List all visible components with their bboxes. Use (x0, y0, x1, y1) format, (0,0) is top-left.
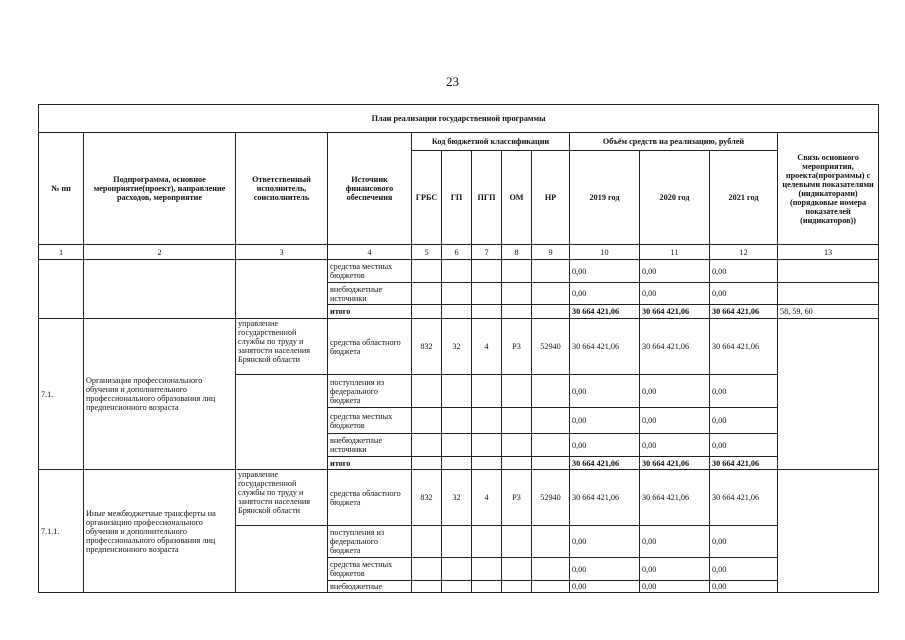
executor-cell-empty (236, 526, 328, 593)
column-number: 2 (84, 245, 236, 260)
source-cell: внебюджетные источники (328, 434, 412, 457)
link-cell: 58, 59, 60 (778, 305, 879, 319)
item-number: 7.1.1. (39, 470, 84, 593)
value-2020: 30 664 421,06 (640, 470, 710, 526)
header-budget-code: Код бюджетной классификации (412, 133, 570, 151)
table-row (39, 470, 879, 526)
header-link: Связь основного мероприятия, проекта(программы) с целевыми показателями (индикаторами) (порядковые номера показателей (индикаторов)) (778, 133, 879, 245)
header-grbs: ГРБС (412, 151, 442, 245)
executor-cell: управление государственной службы по труду и занятости населения Брянской области (236, 319, 328, 375)
column-number: 7 (472, 245, 502, 260)
source-cell: средства областного бюджета (328, 319, 412, 375)
cont-executor-cell (236, 260, 328, 319)
gp-cell: 32 (442, 470, 472, 526)
value-2021: 0,00 (710, 526, 778, 558)
source-cell: средства местных бюджетов (328, 408, 412, 434)
nr-cell: 52940 (532, 319, 570, 375)
table-row (39, 319, 879, 375)
link-cell (778, 260, 879, 283)
value-2020: 0,00 (640, 408, 710, 434)
column-number: 3 (236, 245, 328, 260)
header-2019: 2019 год (570, 151, 640, 245)
value-2019: 0,00 (570, 283, 640, 305)
value-2021: 0,00 (710, 375, 778, 408)
header-subprogram: Подпрограмма, основное мероприятие(проект), направление расходов, мероприятие (84, 133, 236, 245)
source-cell: поступления из федерального бюджета (328, 375, 412, 408)
value-2020: 30 664 421,06 (640, 319, 710, 375)
header-om: ОМ (502, 151, 532, 245)
value-2020: 30 664 421,06 (640, 305, 710, 319)
header-pgp: ПГП (472, 151, 502, 245)
header-no: № пп (39, 133, 84, 245)
column-number: 5 (412, 245, 442, 260)
value-2019: 0,00 (570, 526, 640, 558)
source-cell: средства областного бюджета (328, 470, 412, 526)
link-cell (778, 283, 879, 305)
cont-name-cell (84, 260, 236, 319)
column-number: 6 (442, 245, 472, 260)
value-2021: 30 664 421,06 (710, 319, 778, 375)
cont-no-cell (39, 260, 84, 319)
om-cell: Р3 (502, 470, 532, 526)
value-2020: 0,00 (640, 526, 710, 558)
value-2019: 0,00 (570, 408, 640, 434)
source-cell: поступления из федерального бюджета (328, 526, 412, 558)
source-cell: средства местных бюджетов (328, 558, 412, 581)
value-2019: 0,00 (570, 581, 640, 593)
table-row (39, 260, 879, 283)
column-number: 8 (502, 245, 532, 260)
column-number: 12 (710, 245, 778, 260)
value-2021: 0,00 (710, 581, 778, 593)
value-2020: 30 664 421,06 (640, 457, 710, 470)
item-number: 7.1. (39, 319, 84, 470)
value-2019: 0,00 (570, 260, 640, 283)
source-cell: итого (328, 305, 412, 319)
value-2019: 30 664 421,06 (570, 470, 640, 526)
value-2019: 0,00 (570, 375, 640, 408)
header-2020: 2020 год (640, 151, 710, 245)
value-2021: 30 664 421,06 (710, 305, 778, 319)
executor-cell: управление государственной службы по труду и занятости населения Брянской области (236, 470, 328, 526)
executor-cell-empty (236, 375, 328, 470)
header-nr: НР (532, 151, 570, 245)
nr-cell: 52940 (532, 470, 570, 526)
header-executor: Ответственный исполнитель, соисполнитель (236, 133, 328, 245)
source-cell: итого (328, 457, 412, 470)
item-name: Организация профессионального обучения и дополнительного профессионального образования лиц предпенсионного возраста (84, 319, 236, 470)
pgp-cell: 4 (472, 319, 502, 375)
header-gp: ГП (442, 151, 472, 245)
header-2021: 2021 год (710, 151, 778, 245)
column-number: 10 (570, 245, 640, 260)
value-2020: 0,00 (640, 558, 710, 581)
link-cell (778, 470, 879, 593)
source-cell: внебюджетные (328, 581, 412, 593)
column-number: 4 (328, 245, 412, 260)
column-number: 9 (532, 245, 570, 260)
column-number: 13 (778, 245, 879, 260)
column-number: 11 (640, 245, 710, 260)
value-2021: 0,00 (710, 283, 778, 305)
header-source: Источник финансового обеспечения (328, 133, 412, 245)
om-cell: Р3 (502, 319, 532, 375)
source-cell: средства местных бюджетов (328, 260, 412, 283)
grbs-cell: 832 (412, 470, 442, 526)
source-cell: внебюджетные источники (328, 283, 412, 305)
table-title: План реализации государственной программы (39, 105, 879, 133)
value-2020: 0,00 (640, 434, 710, 457)
value-2021: 0,00 (710, 558, 778, 581)
value-2019: 30 664 421,06 (570, 305, 640, 319)
value-2021: 0,00 (710, 260, 778, 283)
column-number-row (39, 245, 879, 260)
value-2020: 0,00 (640, 581, 710, 593)
value-2019: 0,00 (570, 558, 640, 581)
item-name: Иные межбюджетные трансферты на организацию профессионального обучения и дополнительного профессионального образования лиц предпенсионного возраста (84, 470, 236, 593)
link-cell (778, 319, 879, 470)
header-funds: Объём средств на реализацию, рублей (570, 133, 778, 151)
value-2021: 0,00 (710, 408, 778, 434)
page-number: 23 (446, 74, 459, 89)
value-2019: 0,00 (570, 434, 640, 457)
column-number: 1 (39, 245, 84, 260)
value-2019: 30 664 421,06 (570, 319, 640, 375)
program-plan-table (38, 104, 879, 593)
value-2020: 0,00 (640, 375, 710, 408)
value-2021: 30 664 421,06 (710, 457, 778, 470)
value-2021: 0,00 (710, 434, 778, 457)
grbs-cell: 832 (412, 319, 442, 375)
value-2020: 0,00 (640, 260, 710, 283)
value-2020: 0,00 (640, 283, 710, 305)
pgp-cell: 4 (472, 470, 502, 526)
gp-cell: 32 (442, 319, 472, 375)
value-2021: 30 664 421,06 (710, 470, 778, 526)
value-2019: 30 664 421,06 (570, 457, 640, 470)
